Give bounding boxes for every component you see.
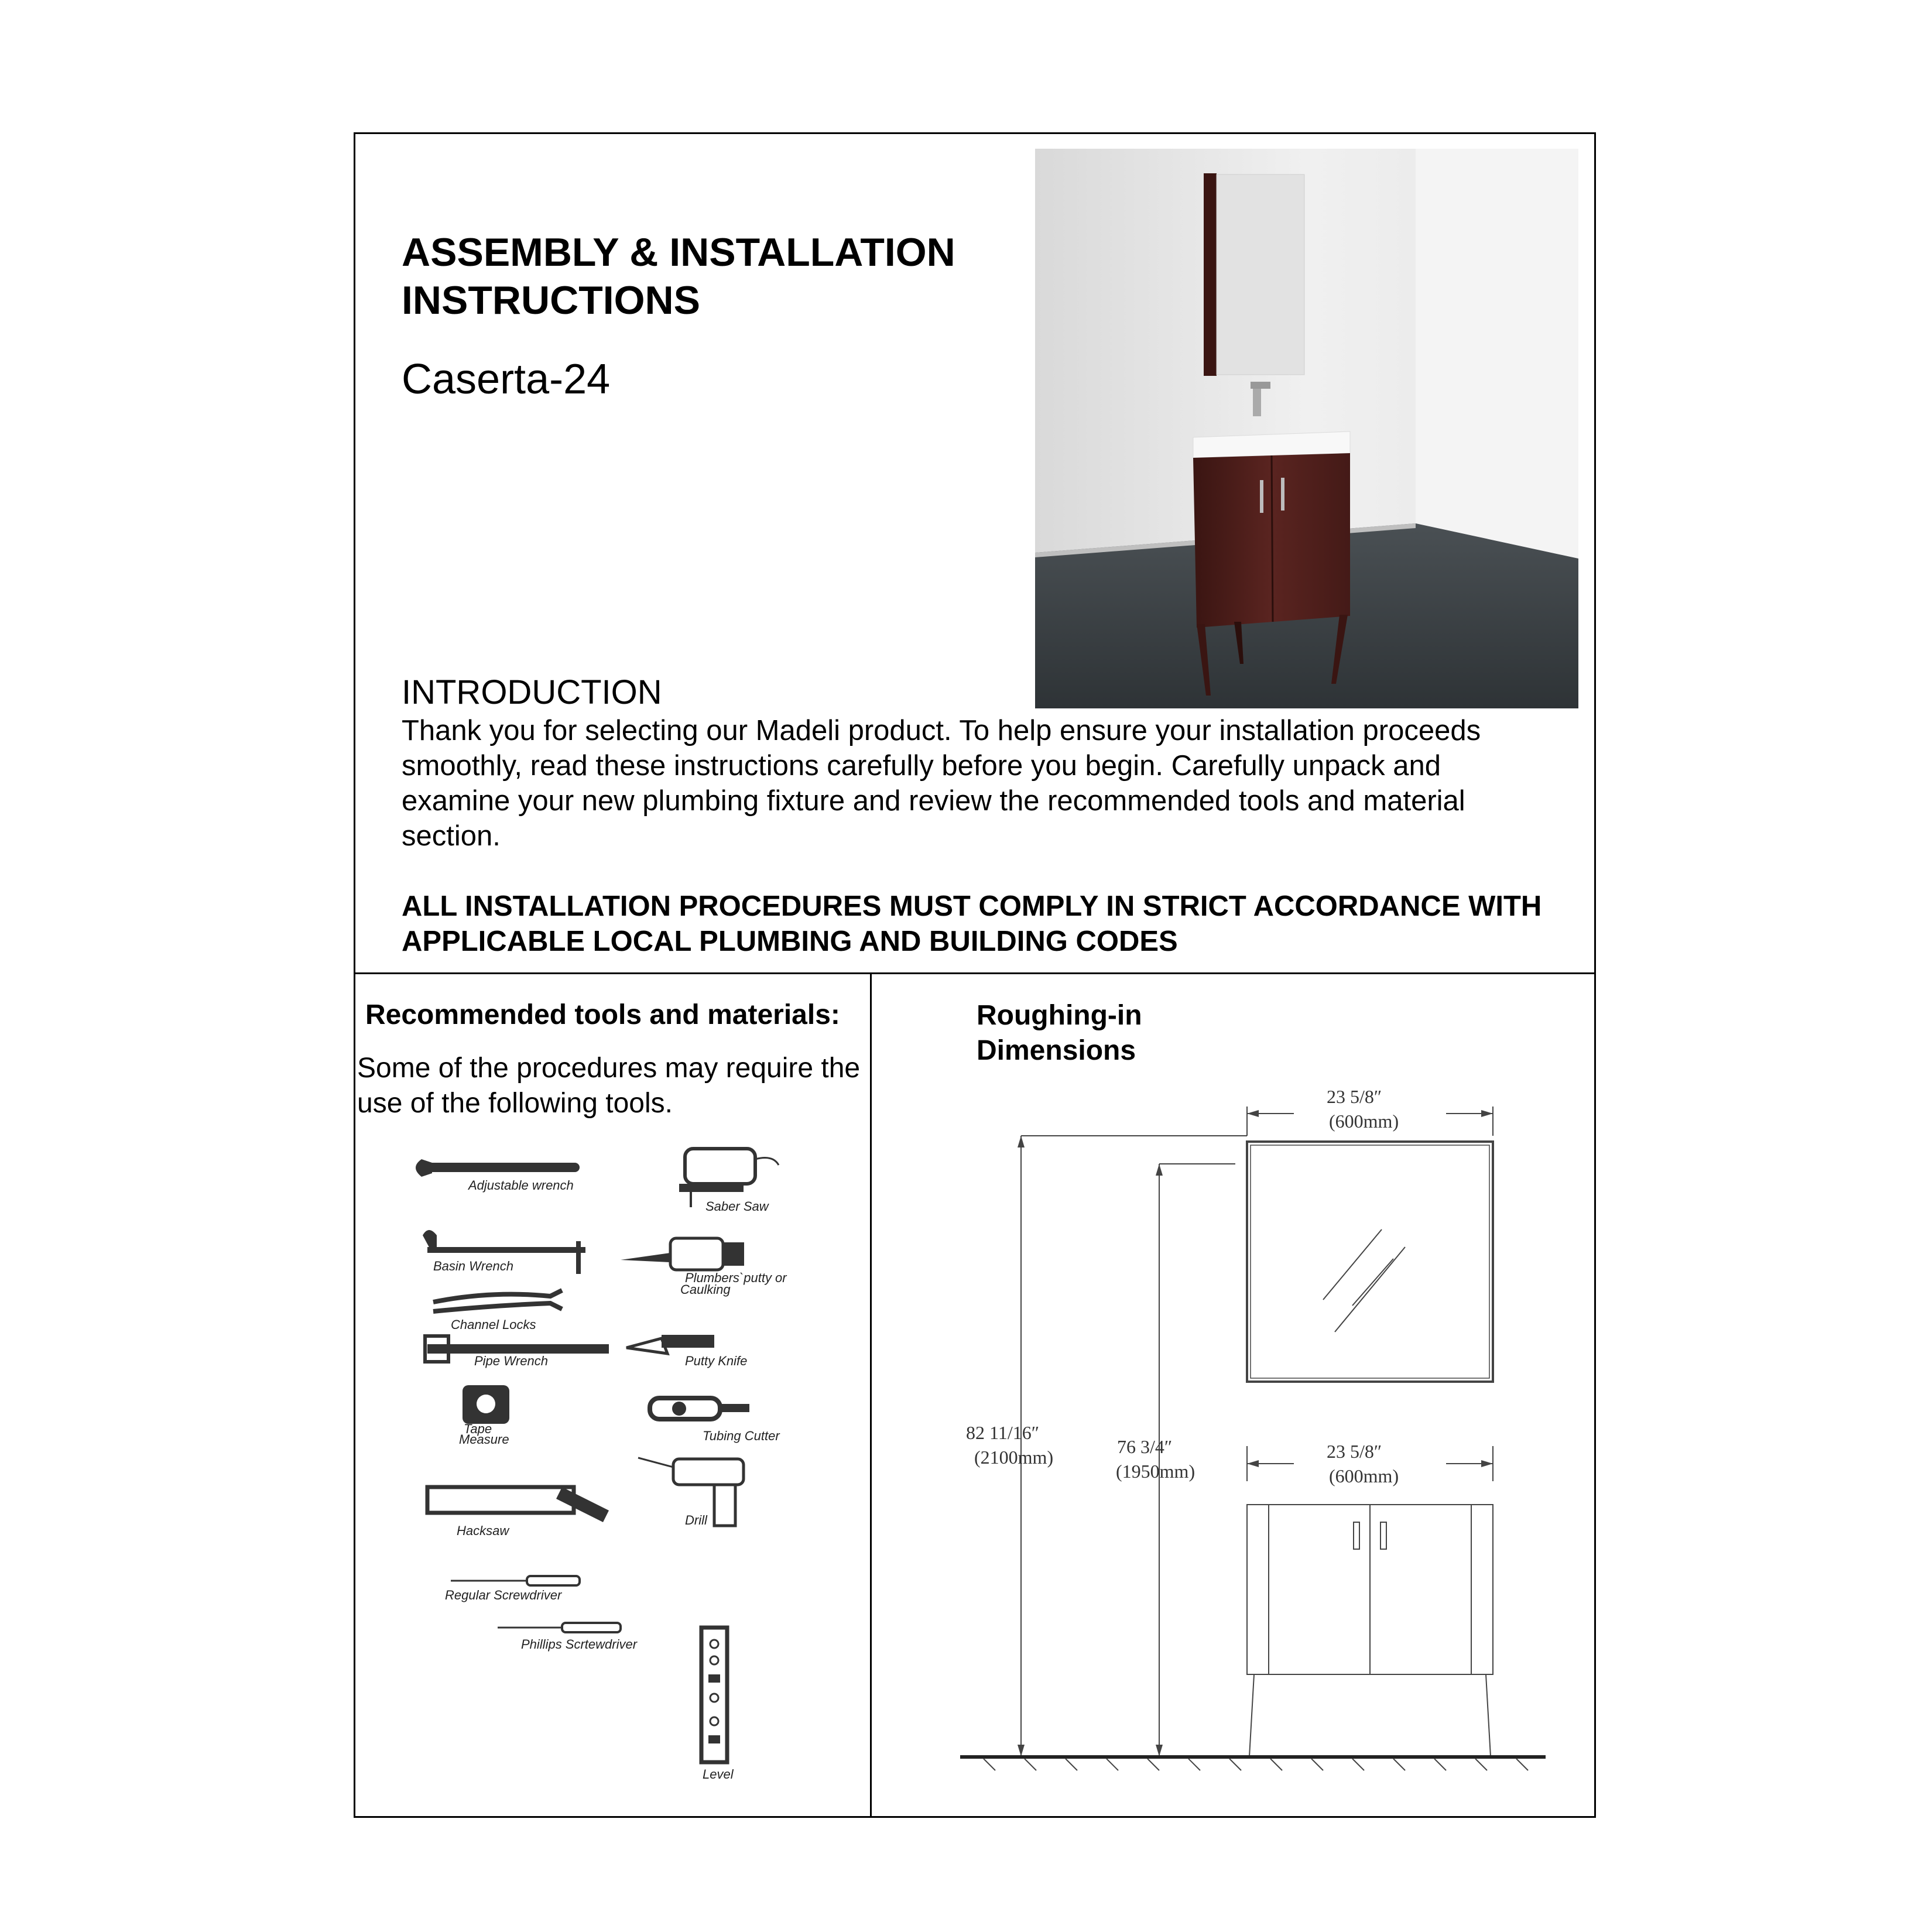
label-level: Level — [703, 1767, 734, 1782]
label-adjustable-wrench: Adjustable wrench — [468, 1178, 574, 1193]
tubing-cutter-icon — [650, 1398, 780, 1443]
label-putty-line1: Plumbers`putty or — [685, 1270, 787, 1285]
pipe-wrench-icon — [425, 1336, 609, 1368]
dim-mirror-width-in: 23 5/8″ — [1327, 1086, 1382, 1107]
section-divider-horizontal — [354, 972, 1596, 974]
product-photo — [1035, 149, 1578, 708]
roughing-heading-line-1: Roughing-in — [977, 1000, 1142, 1031]
label-channel-locks: Channel Locks — [451, 1317, 536, 1332]
mirror-cabinet-outline — [1247, 1142, 1493, 1382]
putty-knife-icon — [626, 1335, 747, 1368]
introduction-body: Thank you for selecting our Madeli product. To help ensure your installation proceeds smoothly, read these instructions carefully before you begin. Carefully unpack and examine your new plumbing fixture and review the recommended tools and material section. — [402, 715, 1481, 852]
title-line-2: INSTRUCTIONS — [402, 278, 700, 323]
dim-vanity-width-in: 23 5/8″ — [1327, 1441, 1382, 1462]
tape-measure-icon — [459, 1385, 509, 1447]
label-pipe-wrench: Pipe Wrench — [474, 1354, 548, 1368]
compliance-warning: ALL INSTALLATION PROCEDURES MUST COMPLY IN STRICT ACCORDANCE WITH APPLICABLE LOCAL PLUMBING AND BUILDING CODES — [402, 890, 1542, 957]
model-name: Caserta-24 — [402, 356, 611, 403]
regular-screwdriver-icon — [445, 1576, 580, 1602]
adjustable-wrench-icon — [416, 1159, 580, 1193]
document-title — [402, 228, 955, 324]
label-regular-screwdriver: Regular Screwdriver — [445, 1588, 562, 1602]
dim-cabinet-height-in: 76 3/4″ — [1117, 1436, 1173, 1457]
drill-icon — [638, 1458, 744, 1527]
label-drill: Drill — [685, 1513, 707, 1527]
section-divider-vertical — [870, 972, 872, 1818]
label-phillips-screwdriver: Phillips Scrtewdriver — [521, 1637, 638, 1652]
label-tape-line1: Tape — [464, 1421, 492, 1436]
label-basin-wrench: Basin Wrench — [433, 1259, 513, 1273]
roughing-heading-line-2: Dimensions — [977, 1035, 1136, 1066]
dim-total-height-mm: (2100mm) — [974, 1447, 1054, 1468]
phillips-screwdriver-icon — [498, 1623, 638, 1652]
title-line-1: ASSEMBLY & INSTALLATION — [402, 230, 955, 275]
basin-wrench-icon — [423, 1230, 585, 1274]
floor-line — [960, 1755, 1546, 1759]
introduction-heading: INTRODUCTION — [402, 673, 662, 711]
dim-mirror-width-mm: (600mm) — [1329, 1111, 1399, 1132]
label-putty-line2: Caulking — [680, 1282, 731, 1297]
label-hacksaw: Hacksaw — [457, 1523, 509, 1538]
label-saber-saw: Saber Saw — [705, 1199, 769, 1214]
dim-total-height-in: 82 11/16″ — [966, 1422, 1040, 1443]
tools-heading: Recommended tools and materials: — [365, 999, 840, 1030]
level-icon — [701, 1628, 734, 1782]
label-putty-knife: Putty Knife — [685, 1354, 748, 1368]
dim-vanity-width-mm: (600mm) — [1329, 1465, 1399, 1486]
roughing-diagram — [931, 1071, 1563, 1786]
tools-body: Some of the procedures may require the use of the following tools. — [357, 1053, 861, 1119]
label-tape-line2: Measure — [459, 1432, 509, 1447]
channel-locks-icon — [433, 1290, 562, 1332]
roughing-heading — [977, 998, 1211, 1068]
dim-cabinet-height-mm: (1950mm) — [1116, 1461, 1195, 1482]
hacksaw-icon — [427, 1487, 609, 1538]
label-tubing-cutter: Tubing Cutter — [703, 1429, 780, 1443]
tools-illustration — [410, 1136, 843, 1791]
plumbers-putty-icon — [621, 1238, 787, 1297]
saber-saw-icon — [679, 1149, 779, 1214]
